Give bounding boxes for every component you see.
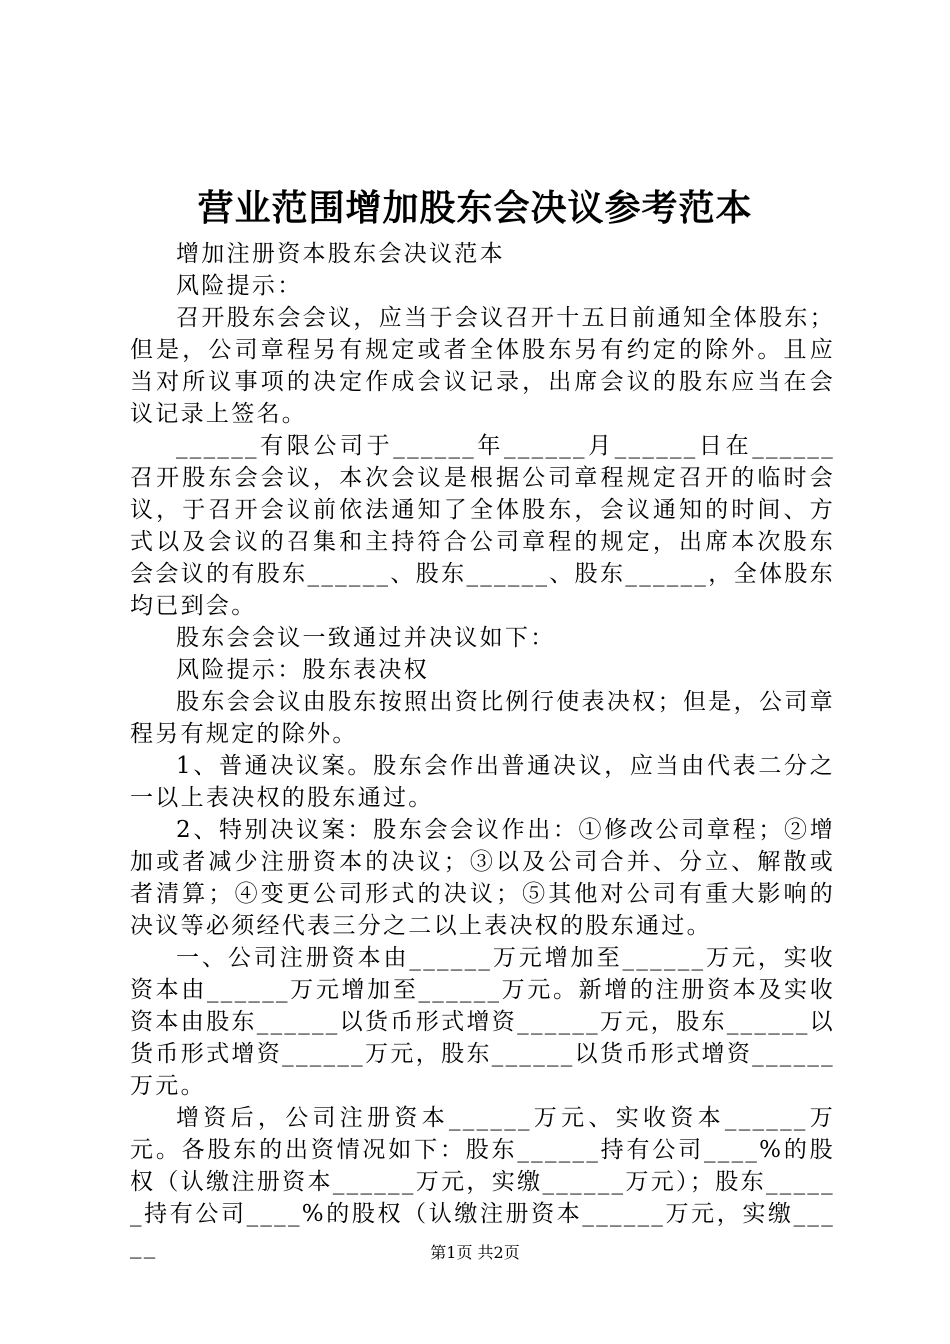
paragraph-subtitle: 增加注册资本股东会决议范本 <box>176 241 505 267</box>
paragraph-meeting-notice: 召开股东会会议，应当于会议召开十五日前通知全体股东；但是，公司章程另有规定或者全体股东另有约定的除外。且应当对所议事项的决定作成会议记录，出席会议的股东应当在会议记录上签名。 <box>130 305 835 427</box>
paragraph-voting-risk: 风险提示：股东表决权 <box>176 657 429 683</box>
paragraph-meeting-details: ______有限公司于______年______月______日在______召开股东会会议，本次会议是根据公司章程规定召开的临时会议，于召开会议前依法通知了全体股东，会议通知的时间、方式以及会议的召集和主持符合公司章程的规定，出席本次股东会会议的有股东______、股东______、股东______，全体股东均已到会。 <box>130 433 835 619</box>
paragraph-ordinary-resolution: 1、普通决议案。股东会作出普通决议，应当由代表二分之一以上表决权的股东通过。 <box>130 753 835 811</box>
paragraph-capital-increase: 一、公司注册资本由______万元增加至______万元，实收资本由______万元增加至______万元。新增的注册资本及实收资本由股东______以货币形式增资______万元，股东______以货币形式增资______万元，股东______以货币形式增资______万元。 <box>130 945 835 1099</box>
page-footer: 第1页 共2页 <box>430 1243 520 1262</box>
paragraph-special-resolution: 2、特别决议案：股东会会议作出：①修改公司章程；②增加或者减少注册资本的决议；③以及公司合并、分立、解散或者清算；④变更公司形式的决议；⑤其他对公司有重大影响的决议等必须经代表三分之二以上表决权的股东通过。 <box>130 817 835 939</box>
paragraph-risk-heading: 风险提示： <box>176 273 303 299</box>
document-title: 营业范围增加股东会决议参考范本 <box>197 187 753 229</box>
paragraph-voting-rights: 股东会会议由股东按照出资比例行使表决权；但是，公司章程另有规定的除外。 <box>130 689 835 747</box>
paragraph-resolution-intro: 股东会会议一致通过并决议如下： <box>176 625 556 651</box>
document-body <box>130 238 835 1262</box>
paragraph-post-increase: 增资后，公司注册资本______万元、实收资本______万元。各股东的出资情况如下：股东______持有公司____%的股权（认缴注册资本______万元，实缴______万元）；股东______持有公司____%的股权（认缴注册资本______万元，实缴_____ <box>130 1105 835 1259</box>
